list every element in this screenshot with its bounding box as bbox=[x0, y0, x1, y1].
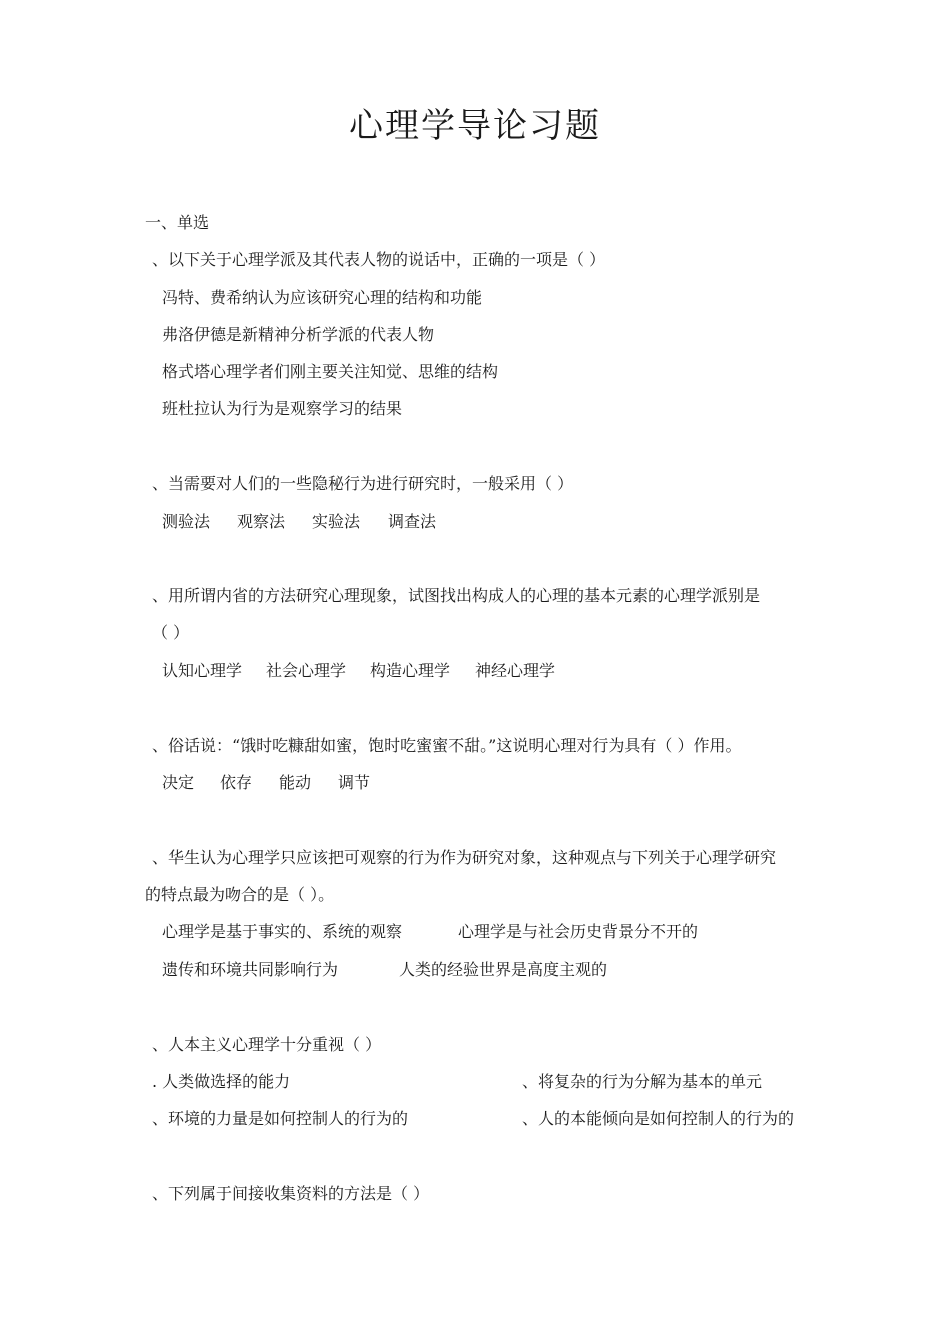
question-6-option-c: 、环境的力量是如何控制人的行为的 bbox=[152, 1109, 409, 1128]
question-2-option-a: 测验法 bbox=[162, 512, 211, 531]
question-7-stem: 、下列属于间接收集资料的方法是（ ） bbox=[152, 1184, 430, 1203]
question-1-option-a: 冯特、费希纳认为应该研究心理的结构和功能 bbox=[162, 288, 483, 307]
question-3-stem-line2: （ ） bbox=[152, 623, 190, 642]
question-4-option-d: 调节 bbox=[338, 773, 371, 792]
section-heading: 一、单选 bbox=[145, 213, 210, 232]
question-4-stem: 、俗话说：“饿时吃糠甜如蜜，饱时吃蜜蜜不甜。”这说明心理对行为具有（ ）作用。 bbox=[152, 736, 742, 755]
question-6-stem: 、人本主义心理学十分重视（ ） bbox=[152, 1035, 382, 1054]
question-5-stem-line1: 、华生认为心理学只应该把可观察的行为作为研究对象，这种观点与下列关于心理学研究 bbox=[152, 848, 777, 867]
question-1-stem: 、以下关于心理学派及其代表人物的说话中，正确的一项是（ ） bbox=[152, 250, 606, 269]
question-2-option-d: 调查法 bbox=[388, 512, 437, 531]
question-5-option-c: 遗传和环境共同影响行为 bbox=[162, 960, 339, 979]
question-6-option-a: . 人类做选择的能力 bbox=[152, 1072, 291, 1091]
question-3-stem-line1: 、用所谓内省的方法研究心理现象，试图找出构成人的心理的基本元素的心理学派别是 bbox=[152, 586, 761, 605]
question-1-option-b: 弗洛伊德是新精神分析学派的代表人物 bbox=[162, 325, 435, 344]
question-3-option-d: 神经心理学 bbox=[475, 661, 556, 680]
question-1-option-d: 班杜拉认为行为是观察学习的结果 bbox=[162, 399, 403, 418]
question-4-option-b: 依存 bbox=[220, 773, 253, 792]
question-5-option-d: 人类的经验世界是高度主观的 bbox=[399, 960, 608, 979]
question-1-option-c: 格式塔心理学者们刚主要关注知觉、思维的结构 bbox=[162, 362, 499, 381]
question-3-option-c: 构造心理学 bbox=[370, 661, 451, 680]
question-6-option-b: 、将复杂的行为分解为基本的单元 bbox=[522, 1072, 763, 1091]
question-3-option-b: 社会心理学 bbox=[266, 661, 347, 680]
question-2-option-b: 观察法 bbox=[237, 512, 286, 531]
question-2-stem: 、当需要对人们的一些隐秘行为进行研究时，一般采用（ ） bbox=[152, 474, 574, 493]
page-title: 心理学导论习题 bbox=[349, 106, 601, 146]
question-6-option-d: 、人的本能倾向是如何控制人的行为的 bbox=[522, 1109, 795, 1128]
question-3-option-a: 认知心理学 bbox=[162, 661, 243, 680]
question-5-option-b: 心理学是与社会历史背景分不开的 bbox=[458, 922, 699, 941]
question-4-option-a: 决定 bbox=[162, 773, 195, 792]
question-4-option-c: 能动 bbox=[279, 773, 312, 792]
question-2-option-c: 实验法 bbox=[312, 512, 361, 531]
question-5-stem-line2: 的特点最为吻合的是（ ）。 bbox=[145, 885, 335, 904]
question-5-option-a: 心理学是基于事实的、系统的观察 bbox=[162, 922, 403, 941]
